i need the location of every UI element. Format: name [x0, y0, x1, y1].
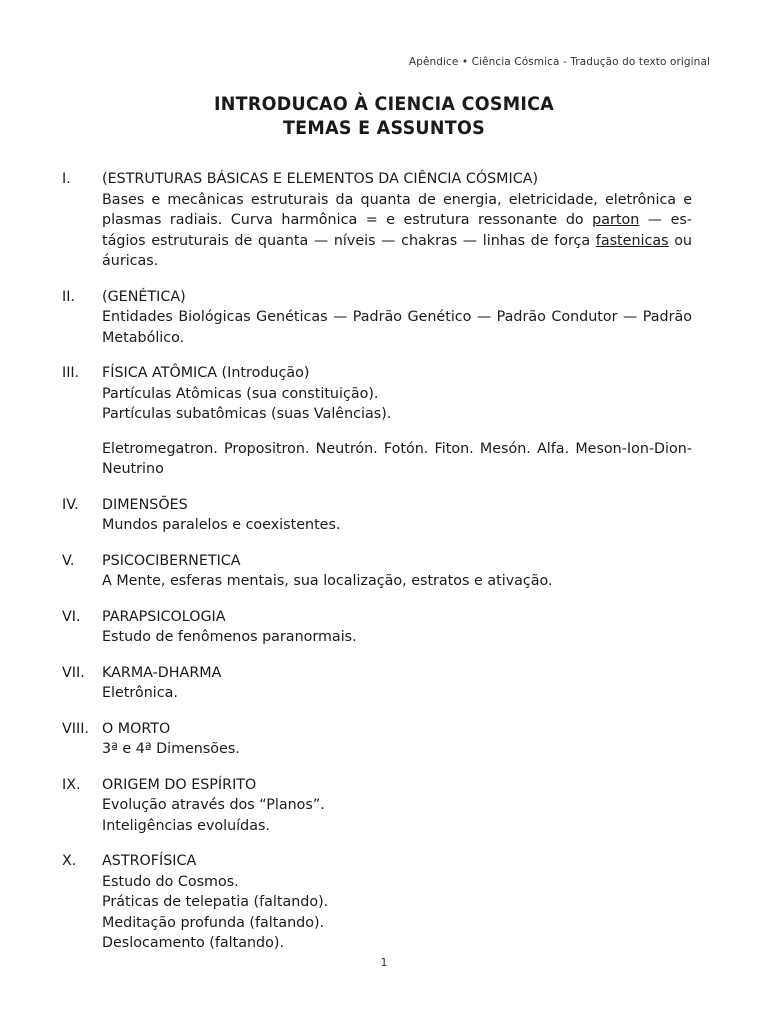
item-body: Bases e mecânicas estruturais da quanta de energia, eletricidade, eletrônica e plasmas radiais. Curva harmônica = e estrutura ressonante do parton — es-tágios estruturais de quanta — níveis — chakras — linhas de força fastenicas ou áuricas.: [102, 191, 692, 269]
item-heading: ASTROFÍSICA: [102, 853, 197, 869]
item-number: II.: [62, 288, 75, 305]
item-number: VIII.: [62, 720, 89, 737]
item-number: X.: [62, 853, 77, 869]
item-body: Entidades Biológicas Genéticas — Padrão Genético — Padrão Condutor — Padrão Metabólico.: [102, 309, 692, 346]
item-heading: FÍSICA ATÔMICA (Introdução): [102, 365, 310, 381]
title-line-1: INTRODUCAO À CIENCIA COSMICA: [213, 93, 555, 115]
list-item: [62, 551, 692, 592]
item-number: VII.: [62, 664, 85, 681]
list-item: [62, 719, 692, 760]
list-item: [62, 287, 692, 349]
list-item: [62, 363, 692, 480]
item-number: VI.: [62, 608, 81, 625]
title-line-2: TEMAS E ASSUNTOS: [282, 117, 486, 139]
item-heading: PSICOCIBERNETICA: [102, 552, 241, 569]
page-title: [0, 92, 768, 140]
item-line: Estudo do Cosmos.: [102, 873, 239, 890]
topics-list: [62, 169, 692, 969]
item-line: Evolução através dos “Planos”.: [102, 797, 325, 813]
item-heading: (ESTRUTURAS BÁSICAS E ELEMENTOS DA CIÊNCIA CÓSMICA): [102, 171, 539, 187]
term-fastenicas: fastenicas: [595, 232, 669, 249]
item-line: Inteligências evoluídas.: [102, 817, 270, 834]
item-heading: O MORTO: [102, 720, 171, 737]
item-number: I.: [62, 171, 71, 187]
item-heading: (GENÉTICA): [102, 288, 186, 305]
item-paragraph: Eletromegatron. Propositron. Neutrón. Fotón. Fiton. Mesón. Alfa. Meson-Ion-Dion-Neutrino: [102, 440, 692, 477]
item-number: IX.: [62, 776, 81, 793]
list-item: [62, 663, 692, 704]
item-heading: PARAPSICOLOGIA: [102, 608, 226, 625]
item-line: Práticas de telepatia (faltando).: [102, 894, 329, 910]
item-line: Partículas Atômicas (sua constituição).: [102, 385, 379, 402]
item-number: IV.: [62, 496, 79, 513]
page-number: 1: [380, 956, 388, 969]
term-parton: parton: [592, 212, 640, 228]
list-item: [62, 169, 692, 272]
list-item: [62, 495, 692, 536]
item-body: Estudo de fenômenos paranormais.: [102, 629, 357, 645]
item-line: Deslocamento (faltando).: [102, 935, 284, 951]
item-heading: KARMA-DHARMA: [102, 664, 222, 681]
item-body: 3ª e 4ª Dimensões.: [102, 741, 240, 757]
item-line: Partículas subatômicas (suas Valências).: [102, 406, 392, 422]
list-item: [62, 775, 692, 837]
item-heading: DIMENSÕES: [102, 496, 188, 513]
running-header: Apêndice • Ciência Cósmica - Tradução do texto original: [408, 56, 710, 68]
item-body: Mundos paralelos e coexistentes.: [102, 517, 341, 533]
list-item: [62, 851, 692, 954]
item-heading: ORIGEM DO ESPÍRITO: [102, 776, 257, 793]
list-item: [62, 607, 692, 648]
item-number: III.: [62, 365, 80, 381]
item-line: Meditação profunda (faltando).: [102, 914, 325, 931]
item-body: Eletrônica.: [102, 685, 178, 701]
item-number: V.: [62, 552, 75, 569]
item-body: A Mente, esferas mentais, sua localização, estratos e ativação.: [102, 573, 553, 589]
